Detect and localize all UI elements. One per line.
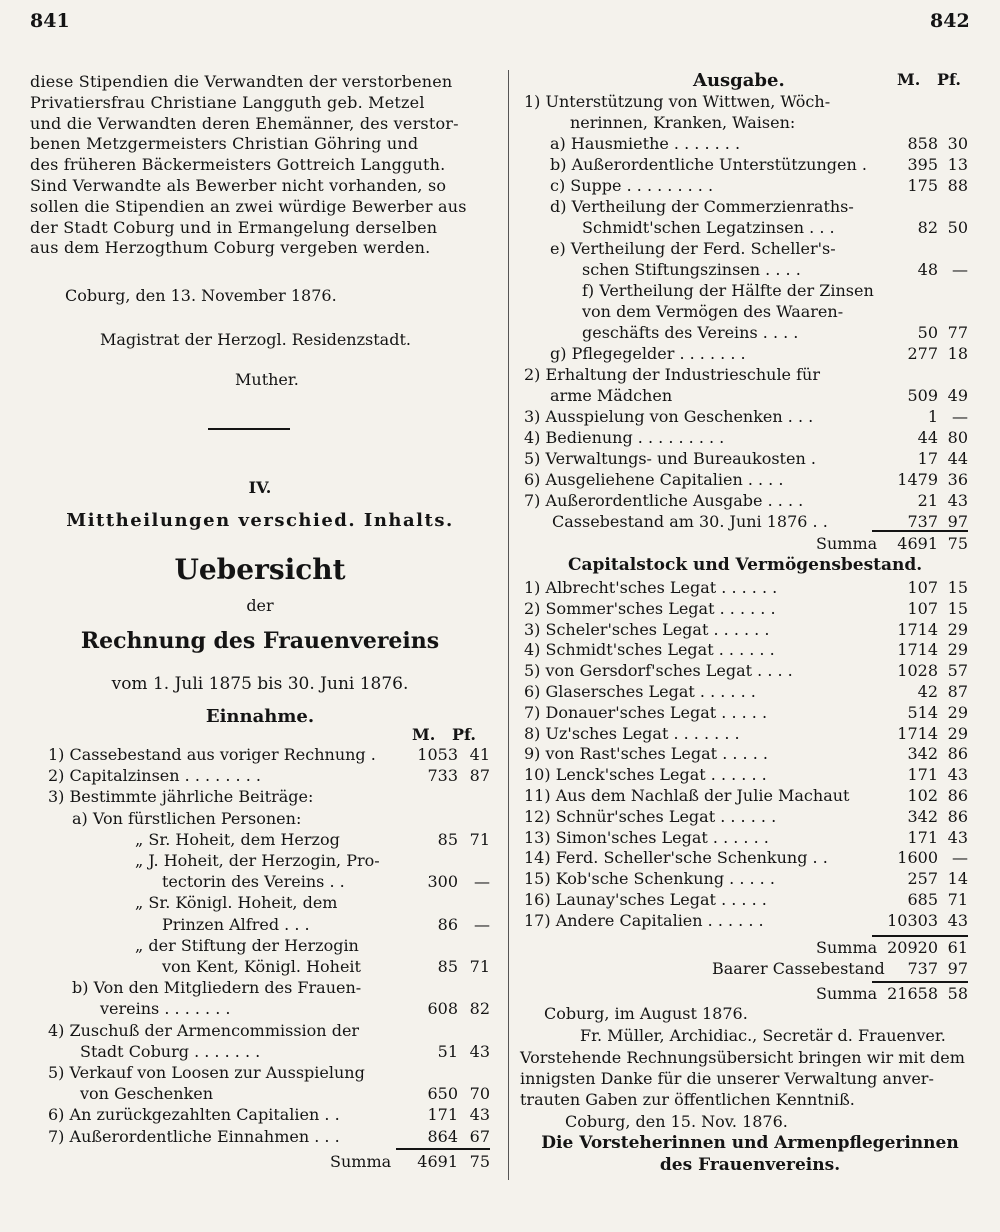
income-row-label: tectorin des Vereins . .: [162, 872, 345, 892]
income-row-m: 86: [437, 914, 458, 934]
capital-row-label: 13) Simon'sches Legat . . . . . .: [524, 827, 769, 847]
capital-row-pf: 86: [947, 744, 968, 764]
expense-row-m: 1: [927, 407, 938, 426]
capital-row-pf: 86: [947, 806, 968, 826]
capital-sum-m: 20920: [887, 938, 938, 957]
capital-row-label: 10) Lenck'sches Legat . . . . . .: [524, 765, 767, 785]
expense-row-m: 395: [907, 155, 938, 174]
capital-row-m: 257: [907, 869, 938, 889]
overview-title: Uebersicht: [174, 553, 346, 586]
capital-heading: Capitalstock und Vermögensbestand.: [568, 555, 923, 575]
expense-row-pf: 97: [947, 512, 968, 531]
expense-row-label: 7) Außerordentliche Ausgabe . . . .: [524, 491, 804, 510]
capital-row-label: 17) Andere Capitalien . . . . . .: [524, 910, 764, 930]
income-row-label: 5) Verkauf von Loosen zur Ausspielung: [48, 1063, 365, 1082]
expense-row-pf: 49: [947, 386, 968, 405]
capital-row-pf: 71: [947, 890, 968, 909]
income-heading: Einnahme.: [205, 706, 315, 727]
expense-row-m: 50: [917, 323, 938, 342]
capital-row-m: 1600: [897, 848, 938, 868]
expense-row-label: 1) Unterstützung von Wittwen, Wöch-: [524, 92, 831, 111]
expense-row-m: 82: [917, 218, 938, 237]
expense-total-label: Summa: [816, 534, 878, 553]
expense-row-label: g) Pflegegelder . . . . . . .: [550, 344, 746, 363]
expense-row-m: 175: [907, 176, 938, 195]
capital-row-pf: 43: [947, 910, 968, 930]
date-line: Coburg, den 13. November 1876.: [65, 286, 337, 305]
expense-row-label: von dem Vermögen des Waaren-: [582, 302, 844, 321]
income-row-label: von Kent, Königl. Hoheit: [162, 957, 361, 976]
expense-row-label: Schmidt'schen Legatzinsen . . .: [582, 218, 835, 237]
capital-row-pf: 86: [947, 786, 968, 805]
expense-row-label: a) Hausmiethe . . . . . . .: [550, 134, 741, 153]
capital-row-label: 9) von Rast'sches Legat . . . . .: [524, 744, 768, 764]
intro-line: aus dem Herzogthum Coburg vergeben werden.: [30, 238, 431, 258]
thanks-line: innigsten Danke für die unserer Verwaltung anver-: [520, 1069, 934, 1088]
section-title: Mittheilungen verschied. Inhalts.: [66, 510, 454, 531]
capital-row-label: 7) Donauer'sches Legat . . . . .: [524, 702, 768, 722]
income-row-pf: 87: [469, 766, 490, 786]
income-total-label: Summa: [330, 1152, 392, 1171]
capital-row-m: 102: [907, 786, 938, 805]
expense-row-m: 17: [917, 449, 938, 468]
capital-row-pf: 29: [947, 619, 968, 639]
expense-row-label: Cassebestand am 30. Juni 1876 . .: [552, 512, 828, 531]
overview-der: der: [246, 596, 274, 615]
expense-row-m: 509: [907, 386, 938, 405]
intro-line: des früheren Bäckermeisters Gottreich Langguth.: [30, 155, 446, 175]
expense-row-pf: 80: [947, 428, 968, 447]
income-row-m: 300: [427, 872, 458, 892]
col-m-left: M.: [412, 725, 436, 744]
capital-row-m: 107: [907, 578, 938, 597]
income-row-m: 608: [427, 999, 458, 1019]
income-row-label: 2) Capitalzinsen . . . . . . . .: [48, 766, 261, 786]
intro-line: Privatiersfrau Christiane Langguth geb. Metzel: [30, 92, 425, 112]
income-row-pf: 70: [469, 1084, 490, 1104]
capital-row-m: 107: [907, 598, 938, 618]
intro-line: Sind Verwandte als Bewerber nicht vorhanden, so: [30, 176, 447, 195]
intro-line: und die Verwandten deren Ehemänner, des verstor-: [30, 113, 459, 133]
signer: Muther.: [235, 370, 299, 389]
cash-label: Baarer Cassebestand: [712, 959, 885, 978]
income-row-label: 4) Zuschuß der Armencommission der: [48, 1020, 360, 1040]
expense-total-pf: 75: [947, 534, 968, 553]
col-pf-right: Pf.: [937, 70, 961, 89]
expense-row-pf: —: [952, 260, 968, 279]
income-row-label: vereins . . . . . . .: [100, 999, 231, 1019]
income-row-label: von Geschenken: [80, 1084, 214, 1104]
capital-row-pf: 15: [947, 598, 968, 618]
income-total-pf: 75: [469, 1152, 490, 1171]
intro-line: diese Stipendien die Verwandten der verstorbenen: [30, 72, 453, 91]
col-pf-left: Pf.: [452, 725, 476, 744]
income-row-label: „ Sr. Königl. Hoheit, dem: [135, 893, 338, 913]
income-row-pf: 43: [469, 1105, 490, 1125]
intro-line: sollen die Stipendien an zwei würdige Bewerber aus: [30, 196, 467, 216]
expense-row-pf: 44: [947, 449, 968, 468]
final-date: Coburg, den 15. Nov. 1876.: [565, 1112, 788, 1131]
capital-row-m: 1714: [897, 640, 938, 660]
income-row-pf: 43: [469, 1041, 490, 1061]
intro-line: benen Metzgermeisters Christian Göhring und: [30, 134, 419, 154]
income-row-label: „ der Stiftung der Herzogin: [135, 935, 359, 955]
capital-row-pf: 29: [947, 723, 968, 743]
capital-row-pf: 15: [947, 578, 968, 597]
final-signature-2: des Frauenvereins.: [659, 1155, 841, 1175]
income-row-pf: 41: [469, 745, 490, 764]
income-row-label: 6) An zurückgezahlten Capitalien . .: [48, 1105, 340, 1125]
income-row-m: 51: [437, 1041, 458, 1061]
expense-total-rule: [872, 530, 968, 532]
separator-rule: [208, 428, 290, 430]
section-number: IV.: [248, 478, 272, 497]
cash-m: 737: [907, 959, 938, 978]
capital-row-pf: 29: [947, 702, 968, 722]
expense-row-pf: 13: [947, 155, 968, 174]
income-row-label: „ J. Hoheit, der Herzogin, Pro-: [135, 851, 380, 870]
capital-row-m: 685: [907, 890, 938, 909]
capital-row-label: 11) Aus dem Nachlaß der Julie Machaut: [524, 786, 850, 805]
expense-row-label: 2) Erhaltung der Industrieschule für: [524, 365, 820, 384]
page-number-left: 841: [30, 10, 70, 32]
expense-row-label: schen Stiftungszinsen . . . .: [582, 260, 801, 279]
expense-row-m: 737: [907, 512, 938, 531]
capital-row-label: 2) Sommer'sches Legat . . . . . .: [524, 598, 776, 618]
income-row-m: 85: [437, 829, 458, 849]
closing-date: Coburg, im August 1876.: [544, 1004, 748, 1023]
expense-heading: Ausgabe.: [693, 70, 785, 91]
thanks-line: trauten Gaben zur öffentlichen Kenntniß.: [520, 1090, 855, 1109]
thanks-line: Vorstehende Rechnungsübersicht bringen wir mit dem: [520, 1048, 965, 1067]
capital-row-label: 15) Kob'sche Schenkung . . . . .: [524, 869, 775, 889]
col-m-right: M.: [897, 70, 921, 89]
intro-line: der Stadt Coburg und in Ermangelung derselben: [30, 217, 438, 237]
income-row-label: a) Von fürstlichen Personen:: [72, 808, 302, 828]
expense-row-pf: —: [952, 407, 968, 426]
income-row-label: „ Sr. Hoheit, dem Herzog: [135, 829, 340, 849]
expense-row-m: 21: [917, 491, 938, 510]
income-row-m: 85: [437, 957, 458, 976]
capital-row-m: 342: [907, 806, 938, 826]
capital-row-pf: 43: [947, 765, 968, 785]
secretary-line: Fr. Müller, Archidiac., Secretär d. Frauenver.: [580, 1026, 946, 1045]
expense-row-label: 6) Ausgeliehene Capitalien . . . .: [524, 470, 784, 489]
capital-row-label: 1) Albrecht'sches Legat . . . . . .: [524, 578, 778, 597]
income-row-pf: 71: [469, 957, 490, 976]
expense-row-label: nerinnen, Kranken, Waisen:: [570, 113, 796, 132]
capital-row-label: 4) Schmidt'sches Legat . . . . . .: [524, 640, 775, 660]
capital-row-label: 8) Uz'sches Legat . . . . . . .: [524, 723, 740, 743]
income-row-pf: 71: [469, 829, 490, 849]
income-row-label: 7) Außerordentliche Einnahmen . . .: [48, 1126, 340, 1146]
expense-row-m: 1479: [897, 470, 938, 489]
capital-row-m: 10303: [887, 910, 938, 930]
capital-row-pf: 14: [947, 869, 968, 889]
capital-row-m: 1714: [897, 619, 938, 639]
income-row-label: 1) Cassebestand aus voriger Rechnung .: [48, 745, 376, 764]
capital-row-label: 3) Scheler'sches Legat . . . . . .: [524, 619, 770, 639]
income-row-label: Stadt Coburg . . . . . . .: [80, 1041, 261, 1061]
income-row-m: 650: [427, 1084, 458, 1104]
expense-total-m: 4691: [897, 534, 938, 553]
cash-pf: 97: [947, 959, 968, 978]
income-row-m: 1053: [417, 745, 458, 764]
column-divider: [508, 70, 509, 1180]
grand-sum-pf: 58: [947, 984, 968, 1003]
final-signature-1: Die Vorsteherinnen und Armenpflegerinnen: [541, 1133, 959, 1153]
income-row-m: 733: [427, 766, 458, 786]
income-total-m: 4691: [417, 1152, 458, 1171]
capital-row-label: 12) Schnür'sches Legat . . . . . .: [524, 806, 777, 826]
capital-row-label: 14) Ferd. Scheller'sche Schenkung . .: [524, 848, 828, 868]
expense-row-label: e) Vertheilung der Ferd. Scheller's-: [550, 239, 836, 258]
capital-row-m: 171: [907, 827, 938, 847]
capital-row-m: 514: [907, 702, 938, 722]
expense-row-pf: 30: [947, 134, 968, 153]
capital-row-m: 342: [907, 744, 938, 764]
expense-row-label: 4) Bedienung . . . . . . . . .: [524, 428, 725, 447]
income-total-rule: [396, 1148, 490, 1150]
expense-row-pf: 18: [947, 344, 968, 363]
capital-row-m: 42: [917, 682, 938, 701]
grand-sum-m: 21658: [887, 984, 938, 1003]
income-row-pf: —: [474, 872, 490, 892]
capital-row-label: 16) Launay'sches Legat . . . . .: [524, 890, 767, 909]
income-row-label: 3) Bestimmte jährliche Beiträge:: [48, 787, 314, 807]
expense-row-label: 3) Ausspielung von Geschenken . . .: [524, 407, 814, 426]
capital-row-pf: —: [952, 848, 968, 868]
expense-row-pf: 77: [947, 323, 968, 342]
income-row-label: b) Von den Mitgliedern des Frauen-: [72, 978, 362, 998]
capital-row-m: 171: [907, 765, 938, 785]
income-row-pf: 67: [469, 1126, 490, 1146]
period: vom 1. Juli 1875 bis 30. Juni 1876.: [111, 674, 409, 694]
capital-row-m: 1714: [897, 723, 938, 743]
capital-row-m: 1028: [897, 661, 938, 681]
capital-row-pf: 43: [947, 827, 968, 847]
expense-row-pf: 50: [947, 218, 968, 237]
income-row-label: Prinzen Alfred . . .: [162, 914, 310, 934]
expense-row-m: 44: [917, 428, 938, 447]
income-row-m: 171: [427, 1105, 458, 1125]
overview-subtitle: Rechnung des Frauenvereins: [80, 628, 440, 654]
expense-row-pf: 43: [947, 491, 968, 510]
capital-row-label: 5) von Gersdorf'sches Legat . . . .: [524, 661, 793, 681]
capital-sum-pf: 61: [947, 938, 968, 957]
expense-row-m: 858: [907, 134, 938, 153]
expense-row-m: 277: [907, 344, 938, 363]
expense-row-m: 48: [917, 260, 938, 279]
page-number-right: 842: [930, 10, 970, 32]
expense-row-label: geschäfts des Vereins . . . .: [582, 323, 799, 342]
income-row-m: 864: [427, 1126, 458, 1146]
capital-sum-label: Summa: [816, 938, 878, 957]
income-row-pf: —: [474, 914, 490, 934]
capital-row-pf: 57: [947, 661, 968, 681]
capital-row-pf: 87: [947, 682, 968, 701]
capital-row-label: 6) Glasersches Legat . . . . . .: [524, 682, 756, 701]
expense-row-label: 5) Verwaltungs- und Bureaukosten .: [524, 449, 816, 468]
capital-total-rule: [872, 935, 968, 937]
income-row-pf: 82: [469, 999, 490, 1019]
expense-row-label: f) Vertheilung der Hälfte der Zinsen: [582, 281, 874, 300]
authority-line: Magistrat der Herzogl. Residenzstadt.: [100, 330, 411, 349]
expense-row-label: d) Vertheilung der Commerzienraths-: [550, 197, 854, 216]
expense-row-label: arme Mädchen: [550, 386, 673, 405]
capital-row-pf: 29: [947, 640, 968, 660]
expense-row-label: c) Suppe . . . . . . . . .: [550, 176, 714, 195]
grand-sum-label: Summa: [816, 984, 878, 1003]
grand-total-rule: [872, 981, 968, 983]
expense-row-pf: 36: [947, 470, 968, 489]
expense-row-label: b) Außerordentliche Unterstützungen .: [550, 155, 867, 174]
expense-row-pf: 88: [947, 176, 968, 195]
